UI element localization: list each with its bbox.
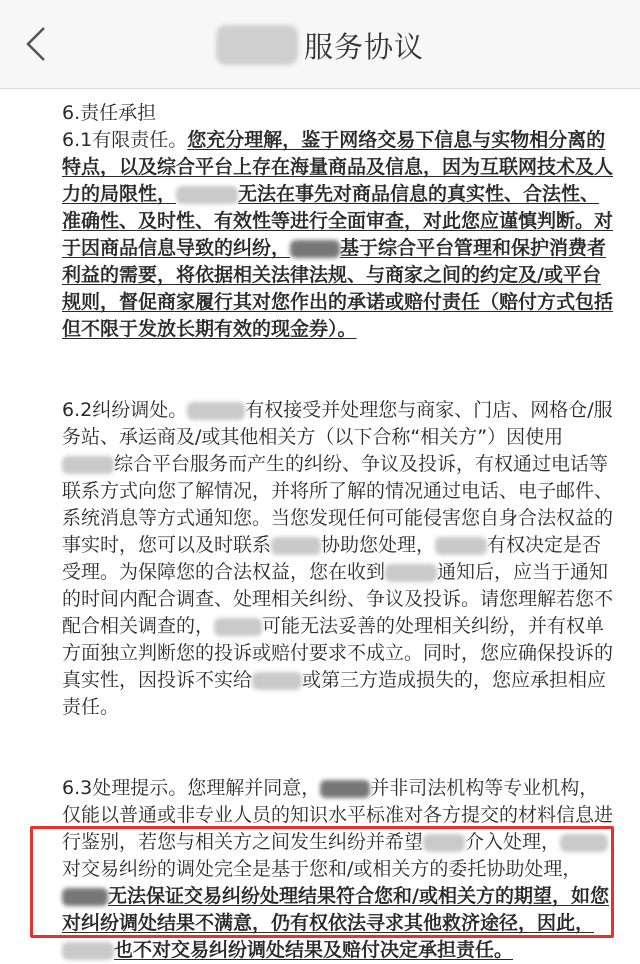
redacted-brand-name (176, 186, 238, 204)
section-heading: 6.责任承担 (62, 102, 157, 124)
clause-6-2-text-7: 或第三方造成损失的，您应承担相应责任。 (62, 669, 607, 718)
clause-6-3-text-4: 无法保证交易纠纷处理结果符合您和/或相关方的期望，如您对纠纷调处结果不满意，仍有权依法寻求其他救济途径，因此， (62, 885, 609, 934)
clause-6-1 (62, 127, 614, 343)
redacted-brand-name (290, 240, 340, 258)
clause-6-1-text-2: 无法在事先对商品信息的真实性、合法性、准确性、及时性、有效性等进行全面审查，对此您应谨慎判断。对于因商品信息导致的纠纷， (62, 183, 614, 259)
clause-6-3-text-3: 对交易纠纷的调处完全是基于您和/或相关方的委托协助处理， (62, 858, 582, 880)
redacted-brand-name (385, 564, 437, 582)
agreement-content (62, 100, 614, 964)
redacted-brand-name (216, 25, 298, 65)
clause-6-2-text-3: 协助您处理， (321, 534, 436, 556)
clause-6-2-text-2: 综合平台服务而产生的纠纷、争议及投诉，有权通过电话等联系方式向您了解情况，并将所了解的情况通过电话、电子邮件、系统消息等方式通知您。当您发现任何可能侵害您自身合法权益的事实时，您可以及时联系 (62, 453, 614, 556)
redacted-brand-name (187, 402, 245, 420)
redacted-brand-name (560, 834, 608, 852)
clause-6-3-text-2: 介入处理， (465, 831, 561, 853)
clause-6-3 (62, 775, 614, 964)
clause-6-2 (62, 397, 614, 721)
clause-6-3-text-5: 也不对交易纠纷调处结果及赔付决定承担责任。 (114, 939, 514, 961)
paragraph-spacer (62, 721, 614, 775)
clause-6-3-lead: 6.3处理提示。您理解并同意， (62, 777, 321, 799)
clause-6-1-text-3: 基于综合平台管理和保护消费者利益的需要，将依据相关法律法规、与商家之间的约定及/或平台规则，督促商家履行其对您作出的承诺或赔付责任（赔付方式包括但不限于发放长期有效的现金券）。 (62, 237, 614, 340)
clause-6-2-text-1: 有权接受并处理您与商家、门店、网格仓/服务站、承运商及/或其他相关方（以下合称“相关方”）因使用 (62, 399, 613, 448)
redacted-brand-name (252, 672, 302, 690)
navigation-bar (0, 0, 640, 89)
paragraph-spacer (62, 343, 614, 397)
redacted-brand-name (62, 888, 108, 906)
redacted-brand-name (435, 537, 487, 555)
title-area (0, 24, 640, 66)
clause-6-1-text-1: 您充分理解，鉴于网络交易下信息与实物相分离的特点，以及综合平台上存在海量商品及信息，因为互联网技术及人力的局限性， (62, 129, 614, 205)
clause-6-2-text-4: 有权决定是否受理。为保障您的合法权益，您在收到 (62, 534, 602, 583)
redacted-brand-name (271, 537, 321, 555)
page-title: 服务协议 (303, 29, 424, 64)
redacted-brand-name (423, 834, 465, 852)
redacted-brand-name (62, 456, 114, 474)
clause-6-2-lead: 6.2纠纷调处。 (62, 399, 188, 421)
redacted-brand-name (320, 780, 370, 798)
clause-6-3-text-1: 并非司法机构等专业机构，仅能以普通或非专业人员的知识水平标准对各方提交的材料信息进行鉴别，若您与相关方之间发生纠纷并希望 (62, 777, 614, 853)
clause-6-2-text-6: 可能无法妥善的处理相关纠纷，并有权单方面独立判断您的投诉或赔付要求不成立。同时，您应确保投诉的真实性，因投诉不实给 (62, 615, 614, 691)
redacted-brand-name (214, 618, 262, 636)
redacted-brand-name (62, 942, 114, 960)
clause-6-2-text-5: 通知后，应当于通知的时间内配合调查、处理相关纠纷、争议及投诉。请您理解若您不配合相关调查的， (62, 561, 614, 637)
clause-6-1-lead: 6.1有限责任。 (62, 129, 188, 151)
